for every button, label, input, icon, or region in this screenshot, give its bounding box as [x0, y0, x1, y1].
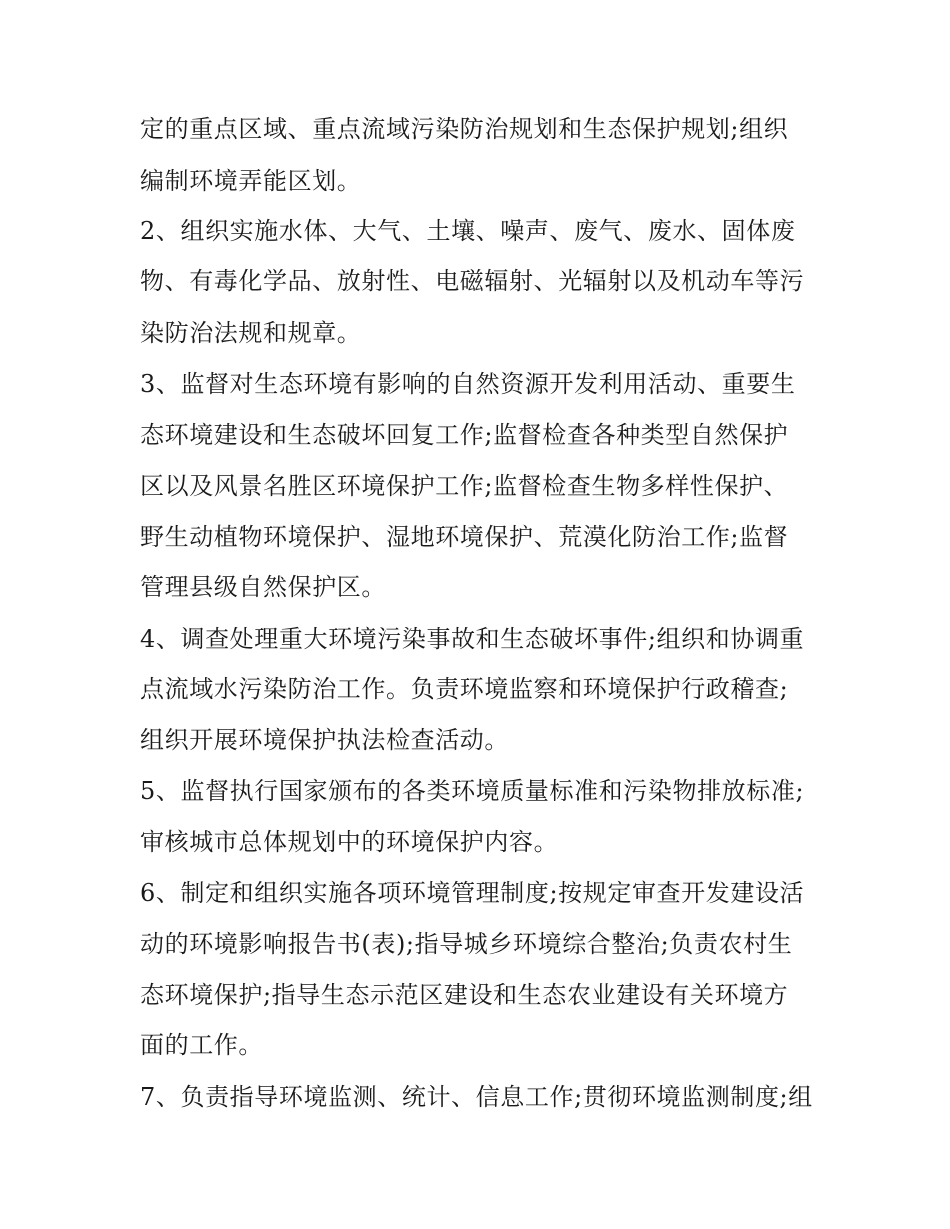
text-line: 管理县级自然保护区。 [140, 573, 386, 601]
text-line: 面的工作。 [140, 1031, 263, 1059]
text-line: 动的环境影响报告书(表);指导城乡环境综合整治;负责农村生 [140, 930, 793, 958]
text-line: 编制环境弄能区划。 [140, 167, 362, 195]
text-line: 2、组织实施水体、大气、土壤、噪声、废气、废水、固体废 [140, 217, 796, 245]
text-line: 定的重点区域、重点流域污染防治规划和生态保护规划;组织 [140, 115, 789, 143]
text-line: 野生动植物环境保护、湿地环境保护、荒漠化防治工作;监督 [140, 523, 789, 551]
text-line: 染防治法规和规章。 [140, 319, 362, 347]
text-line: 点流域水污染防治工作。负责环境监察和环境保护行政稽查; [140, 675, 789, 703]
text-line: 态环境建设和生态破坏回复工作;监督检查各种类型自然保护 [140, 421, 789, 449]
text-line: 6、制定和组织实施各项环境管理制度;按规定审查开发建设活 [140, 879, 805, 907]
text-line: 区以及风景名胜区环境保护工作;监督检查生物多样性保护、 [140, 472, 789, 500]
text-line: 4、调查处理重大环境污染事故和生态破坏事件;组织和协调重 [140, 625, 805, 653]
text-line: 组织开展环境保护执法检查活动。 [140, 726, 509, 754]
text-line: 态环境保护;指导生态示范区建设和生态农业建设有关环境方 [140, 981, 789, 1009]
text-line: 物、有毒化学品、放射性、电磁辐射、光辐射以及机动车等污 [140, 267, 805, 295]
text-line: 3、监督对生态环境有影响的自然资源开发利用活动、重要生 [140, 370, 796, 398]
text-line: 5、监督执行国家颁布的各类环境质量标准和污染物排放标准; [140, 777, 805, 805]
text-line: 7、负责指导环境监测、统计、信息工作;贯彻环境监测制度;组 [140, 1083, 813, 1111]
text-line: 审核城市总体规划中的环境保护内容。 [140, 828, 559, 856]
